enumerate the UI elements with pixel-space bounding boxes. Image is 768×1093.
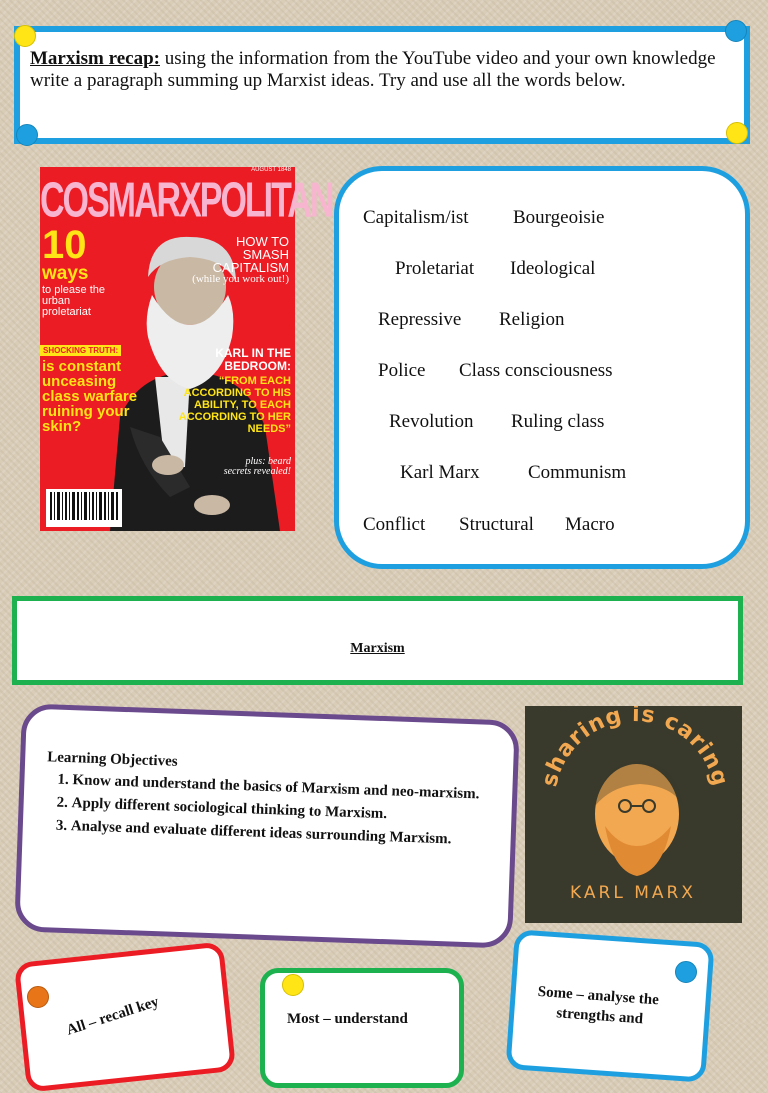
cover-smash-title: HOW TO SMASH CAPITALISM bbox=[212, 234, 289, 275]
word-bank bbox=[334, 166, 750, 569]
pin-blue-bottom-left bbox=[16, 124, 38, 146]
cover-beard: plus: beard secrets revealed! bbox=[223, 456, 291, 477]
pin-yellow-top-left bbox=[14, 25, 36, 47]
cover-date: AUGUST 1848 bbox=[251, 167, 291, 173]
word: Structural bbox=[459, 514, 534, 535]
pin-orange-card-all bbox=[27, 986, 49, 1008]
word: Repressive bbox=[378, 309, 462, 330]
page-title: Marxism bbox=[350, 641, 405, 656]
cover-warfare: is constant unceasing class warfare ruining your skin? bbox=[42, 358, 138, 435]
word: Religion bbox=[499, 309, 565, 330]
cover-smash-small: (while you work out!) bbox=[192, 273, 289, 285]
card-some bbox=[505, 929, 714, 1083]
objectives-title: Learning Objectives bbox=[46, 749, 178, 770]
word: Proletariat bbox=[395, 258, 475, 279]
pin-yellow-bottom-right bbox=[726, 122, 748, 144]
word: Ideological bbox=[510, 258, 596, 279]
barcode-icon bbox=[46, 489, 122, 527]
objective-item: 3. Analyse and evaluate different ideas surrounding Marxism. bbox=[71, 817, 491, 851]
card-all bbox=[14, 941, 236, 1092]
sharing-is-caring-poster bbox=[525, 706, 742, 923]
word: Ruling class bbox=[511, 411, 605, 432]
word: Macro bbox=[565, 514, 615, 535]
cover-smash bbox=[189, 235, 289, 285]
title-box bbox=[12, 596, 743, 685]
recap-text: using the information from the YouTube video and your own knowledge write a paragraph summing up Marxist ideas. Try and use all the words below. bbox=[30, 48, 716, 91]
masthead: COSMARXPOLITAN bbox=[40, 173, 333, 229]
pin-blue-card-some bbox=[675, 961, 697, 983]
word: Karl Marx bbox=[400, 462, 480, 483]
cover-ways: ways bbox=[42, 263, 89, 284]
pin-blue-top-right bbox=[725, 20, 747, 42]
learning-objectives-card bbox=[14, 703, 520, 948]
word: Police bbox=[378, 360, 426, 381]
card-most-text: Most – understand bbox=[287, 1011, 408, 1027]
marx-face-icon bbox=[595, 761, 683, 876]
recap-lead: Marxism recap: bbox=[30, 48, 160, 69]
card-some-text-1: Some – analyse the bbox=[537, 983, 660, 1009]
objectives-list bbox=[45, 770, 493, 851]
card-some-text-2: strengths and bbox=[555, 1005, 644, 1028]
cover-shock: SHOCKING TRUTH: bbox=[40, 345, 121, 356]
word: Bourgeoisie bbox=[513, 207, 605, 228]
cover-quote: “FROM EACH ACCORDING TO HIS ABILITY, TO EACH ACCORDING TO HER NEEDS” bbox=[178, 375, 291, 435]
poster-bottom-text: KARL MARX bbox=[570, 883, 696, 903]
magazine-cover bbox=[40, 167, 333, 531]
objective-item: 2. Apply different sociological thinking to Marxism. bbox=[71, 794, 491, 828]
word: Capitalism/ist bbox=[363, 207, 469, 228]
word: Communism bbox=[528, 462, 627, 483]
pin-yellow-card-most bbox=[282, 974, 304, 996]
poster-top-text: sharing is caring bbox=[537, 706, 733, 790]
cover-urban: to please the urban proletariat bbox=[42, 284, 105, 318]
recap-box bbox=[14, 26, 750, 144]
objective-item: 1. Know and understand the basics of Marxism and neo-marxism. bbox=[72, 771, 492, 805]
cover-bedroom: KARL IN THE BEDROOM: bbox=[215, 346, 291, 373]
word: Class consciousness bbox=[459, 360, 613, 381]
word: Revolution bbox=[389, 411, 474, 432]
cover-ten: 10 bbox=[42, 223, 87, 267]
card-all-text: All – recall key bbox=[64, 993, 161, 1039]
word: Conflict bbox=[363, 514, 426, 535]
